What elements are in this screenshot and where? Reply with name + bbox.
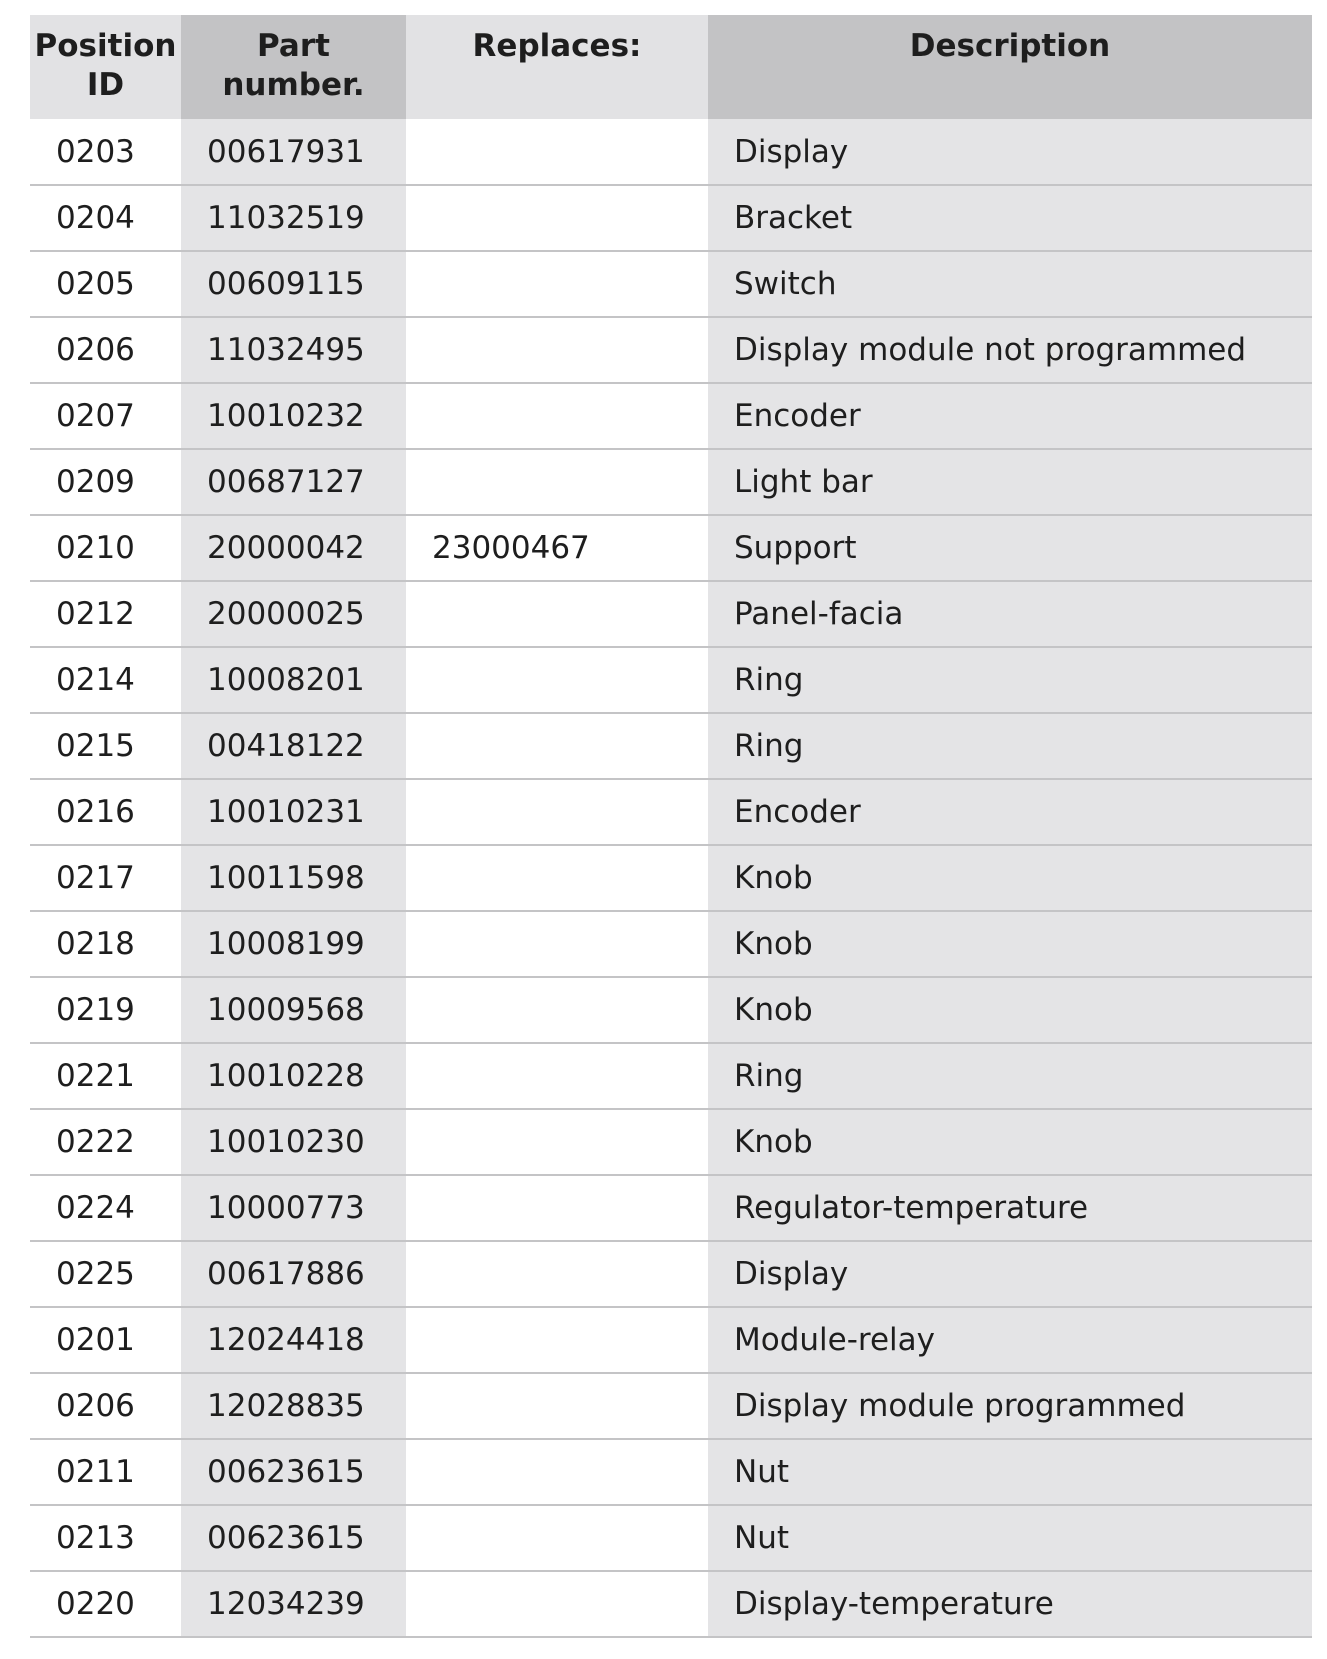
table-row — [30, 1241, 1312, 1307]
part-number-cell: 12028835 — [181, 1373, 406, 1439]
replaces-cell — [406, 383, 708, 449]
part-number-cell: 10008201 — [181, 647, 406, 713]
table-row — [30, 317, 1312, 383]
position-cell: 0209 — [30, 449, 181, 515]
table-row — [30, 977, 1312, 1043]
position-cell: 0207 — [30, 383, 181, 449]
description-cell: Knob — [708, 845, 1312, 911]
part-number-cell: 00418122 — [181, 713, 406, 779]
description-cell: Nut — [708, 1505, 1312, 1571]
position-cell: 0218 — [30, 911, 181, 977]
replaces-cell — [406, 251, 708, 317]
replaces-cell — [406, 581, 708, 647]
replaces-cell — [406, 1571, 708, 1637]
description-cell: Switch — [708, 251, 1312, 317]
position-cell: 0212 — [30, 581, 181, 647]
table-row — [30, 383, 1312, 449]
part-number-cell: 10011598 — [181, 845, 406, 911]
description-cell: Encoder — [708, 779, 1312, 845]
position-cell: 0225 — [30, 1241, 181, 1307]
description-cell: Ring — [708, 713, 1312, 779]
position-cell: 0220 — [30, 1571, 181, 1637]
part-number-cell: 20000025 — [181, 581, 406, 647]
header-replaces: Replaces: — [406, 15, 708, 119]
position-cell: 0211 — [30, 1439, 181, 1505]
table-row — [30, 185, 1312, 251]
part-number-cell: 10009568 — [181, 977, 406, 1043]
header-position-id: Position ID — [30, 15, 181, 119]
replaces-cell — [406, 317, 708, 383]
header-part-number: Part number. — [181, 15, 406, 119]
position-cell: 0215 — [30, 713, 181, 779]
replaces-cell — [406, 647, 708, 713]
replaces-cell — [406, 713, 708, 779]
part-number-cell: 00617886 — [181, 1241, 406, 1307]
table-row — [30, 1109, 1312, 1175]
position-cell: 0216 — [30, 779, 181, 845]
description-cell: Display — [708, 119, 1312, 185]
table-row — [30, 1505, 1312, 1571]
replaces-cell — [406, 1307, 708, 1373]
replaces-cell — [406, 185, 708, 251]
description-cell: Regulator-temperature — [708, 1175, 1312, 1241]
description-cell: Ring — [708, 1043, 1312, 1109]
table-row — [30, 1373, 1312, 1439]
description-cell: Support — [708, 515, 1312, 581]
table-row — [30, 449, 1312, 515]
description-cell: Display module programmed — [708, 1373, 1312, 1439]
part-number-cell: 10010232 — [181, 383, 406, 449]
position-cell: 0203 — [30, 119, 181, 185]
table-row — [30, 1043, 1312, 1109]
position-cell: 0206 — [30, 1373, 181, 1439]
table-row — [30, 581, 1312, 647]
part-number-cell: 10010228 — [181, 1043, 406, 1109]
description-cell: Panel-facia — [708, 581, 1312, 647]
part-number-cell: 12034239 — [181, 1571, 406, 1637]
description-cell: Ring — [708, 647, 1312, 713]
description-cell: Display-temperature — [708, 1571, 1312, 1637]
position-cell: 0201 — [30, 1307, 181, 1373]
table-row — [30, 911, 1312, 977]
description-cell: Knob — [708, 911, 1312, 977]
description-cell: Knob — [708, 1109, 1312, 1175]
position-cell: 0222 — [30, 1109, 181, 1175]
replaces-cell: 23000467 — [406, 515, 708, 581]
part-number-cell: 12024418 — [181, 1307, 406, 1373]
description-cell: Nut — [708, 1439, 1312, 1505]
part-number-cell: 00609115 — [181, 251, 406, 317]
description-cell: Bracket — [708, 185, 1312, 251]
description-cell: Display — [708, 1241, 1312, 1307]
table-body — [30, 119, 1312, 1637]
parts-table — [30, 15, 1312, 1638]
part-number-cell: 11032495 — [181, 317, 406, 383]
part-number-cell: 20000042 — [181, 515, 406, 581]
description-cell: Module-relay — [708, 1307, 1312, 1373]
table-row — [30, 1175, 1312, 1241]
part-number-cell: 00623615 — [181, 1505, 406, 1571]
replaces-cell — [406, 1439, 708, 1505]
position-cell: 0221 — [30, 1043, 181, 1109]
replaces-cell — [406, 845, 708, 911]
part-number-cell: 10010230 — [181, 1109, 406, 1175]
table-row — [30, 119, 1312, 185]
description-cell: Knob — [708, 977, 1312, 1043]
table-row — [30, 845, 1312, 911]
replaces-cell — [406, 977, 708, 1043]
table-row — [30, 1439, 1312, 1505]
table-row — [30, 251, 1312, 317]
description-cell: Light bar — [708, 449, 1312, 515]
part-number-cell: 00623615 — [181, 1439, 406, 1505]
replaces-cell — [406, 1175, 708, 1241]
header-description: Description — [708, 15, 1312, 119]
description-cell: Display module not programmed — [708, 317, 1312, 383]
part-number-cell: 00687127 — [181, 449, 406, 515]
table-row — [30, 713, 1312, 779]
position-cell: 0204 — [30, 185, 181, 251]
replaces-cell — [406, 1043, 708, 1109]
position-cell: 0224 — [30, 1175, 181, 1241]
position-cell: 0213 — [30, 1505, 181, 1571]
replaces-cell — [406, 1109, 708, 1175]
position-cell: 0210 — [30, 515, 181, 581]
table-row — [30, 1307, 1312, 1373]
table-header — [30, 15, 1312, 119]
position-cell: 0219 — [30, 977, 181, 1043]
part-number-cell: 10008199 — [181, 911, 406, 977]
replaces-cell — [406, 779, 708, 845]
part-number-cell: 11032519 — [181, 185, 406, 251]
part-number-cell: 10000773 — [181, 1175, 406, 1241]
position-cell: 0206 — [30, 317, 181, 383]
position-cell: 0214 — [30, 647, 181, 713]
replaces-cell — [406, 1505, 708, 1571]
replaces-cell — [406, 449, 708, 515]
replaces-cell — [406, 119, 708, 185]
replaces-cell — [406, 1241, 708, 1307]
part-number-cell: 10010231 — [181, 779, 406, 845]
part-number-cell: 00617931 — [181, 119, 406, 185]
position-cell: 0205 — [30, 251, 181, 317]
table-row — [30, 779, 1312, 845]
position-cell: 0217 — [30, 845, 181, 911]
table-row — [30, 1571, 1312, 1637]
description-cell: Encoder — [708, 383, 1312, 449]
replaces-cell — [406, 911, 708, 977]
header-row — [30, 15, 1312, 119]
replaces-cell — [406, 1373, 708, 1439]
table-row — [30, 647, 1312, 713]
table-row — [30, 515, 1312, 581]
